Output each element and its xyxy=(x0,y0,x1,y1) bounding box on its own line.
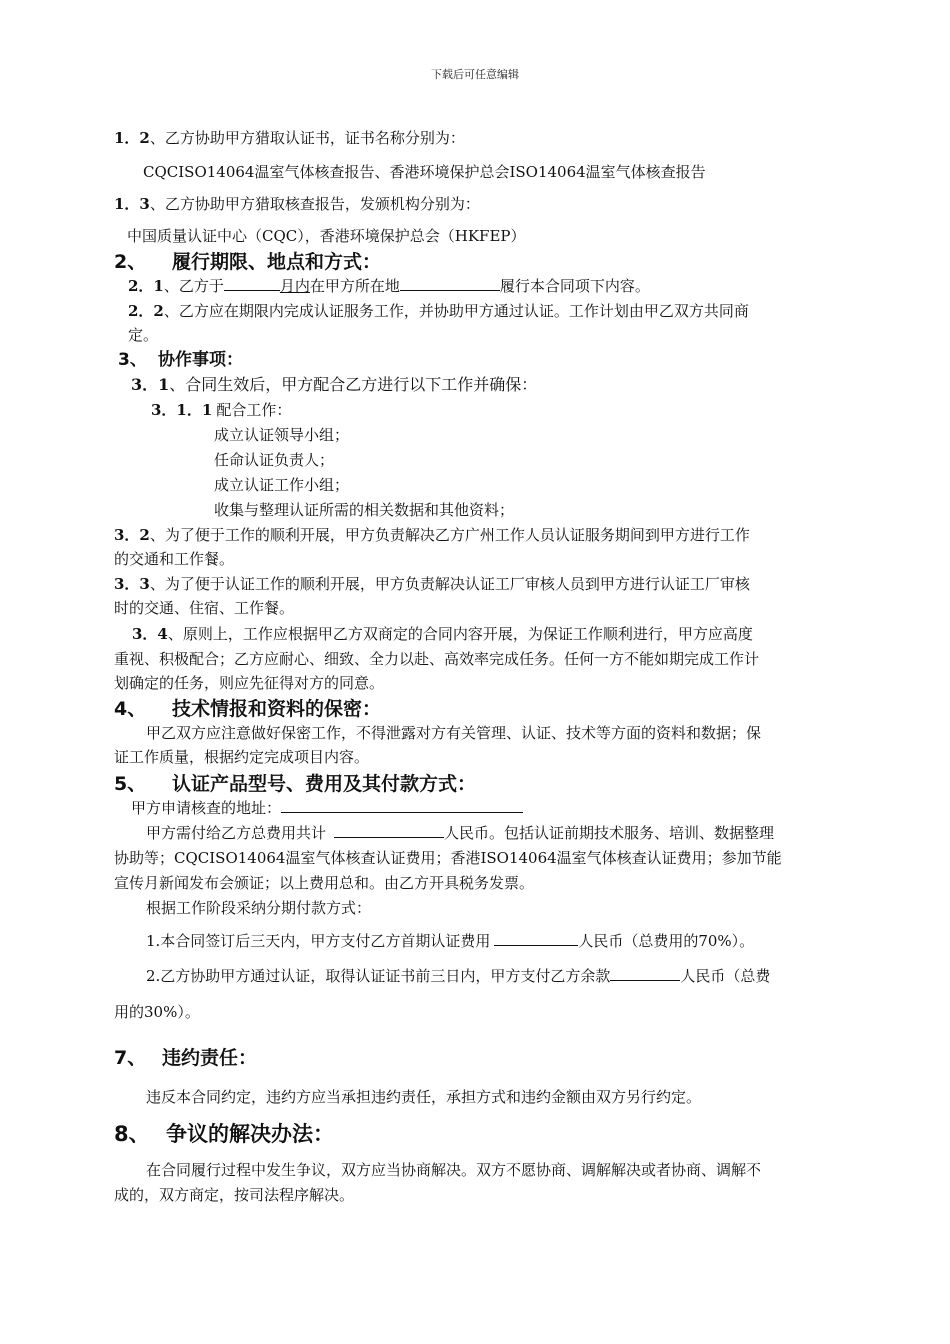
task-item: 成立认证工作小组； xyxy=(214,476,350,494)
section-number: 7、 xyxy=(114,1047,147,1069)
clause-number: 3．2 xyxy=(114,526,150,544)
payment-text: 人民币（总费 xyxy=(680,967,771,985)
clause-2-2 xyxy=(128,301,749,321)
section-title: 履行期限、地点和方式： xyxy=(172,251,382,273)
section-number: 4、 xyxy=(114,698,147,720)
issuing-bodies: 中国质量认证中心（CQC），香港环境保护总会（HKFEP） xyxy=(127,227,526,245)
payment-text: 人民币（总费用的70%）。 xyxy=(578,932,755,950)
section-5-heading xyxy=(114,772,476,796)
fee-text-cont: 协助等；CQCISO14064温室气体核查认证费用；香港ISO14064温室气体核查认证费用；参加节能 xyxy=(114,849,782,867)
breach-text: 违反本合同约定，违约方应当承担违约责任，承担方式和违约金额由双方另行约定。 xyxy=(146,1088,702,1106)
confidentiality-text: 证工作质量，根据约定完成项目内容。 xyxy=(114,748,370,766)
section-title: 协作事项： xyxy=(158,350,243,370)
payment-blank xyxy=(610,966,680,981)
dispute-text: 在合同履行过程中发生争议，双方应当协商解决。双方不愿协商、调解解决或者协商、调解不 xyxy=(146,1161,762,1179)
payment-text: 1.本合同签订后三天内，甲方支付乙方首期认证费用 xyxy=(146,932,491,950)
clause-number: 3．4 xyxy=(132,625,168,643)
clause-number: 1．2 xyxy=(114,129,150,147)
clause-number: 3．1．1 xyxy=(151,401,213,419)
section-2-heading xyxy=(114,250,381,274)
clause-number: 3．1 xyxy=(131,375,170,394)
address-blank xyxy=(281,798,523,813)
clause-3-3 xyxy=(114,574,750,594)
section-number: 3、 xyxy=(118,350,147,370)
task-item: 成立认证领导小组； xyxy=(214,426,350,444)
fee-text: 甲方需付给乙方总费用共计 xyxy=(146,824,327,842)
clause-number: 3．3 xyxy=(114,575,150,593)
payment-item-2-cont: 用的30%）。 xyxy=(114,1003,200,1021)
payment-blank xyxy=(494,931,578,946)
fee-text: 人民币。包括认证前期技术服务、培训、数据整理 xyxy=(444,824,775,842)
clause-3-4-cont: 重视、积极配合；乙方应耐心、细致、全力以赴、高效率完成任务。任何一方不能如期完成工作计 xyxy=(114,650,760,668)
section-number: 8、 xyxy=(114,1122,150,1146)
task-item: 任命认证负责人； xyxy=(214,451,335,469)
payment-item-1 xyxy=(146,931,754,951)
section-4-heading xyxy=(114,697,381,721)
clause-3-1 xyxy=(131,375,537,395)
clause-text: 、乙方于 xyxy=(163,277,224,295)
clause-1-2 xyxy=(114,128,465,148)
clause-text: 、为了便于认证工作的顺利开展，甲方负责解决认证工厂审核人员到甲方进行认证工厂审核 xyxy=(149,575,750,593)
clause-number: 1．3 xyxy=(114,195,150,213)
section-8-heading xyxy=(114,1120,334,1148)
clause-text: 履行本合同项下内容。 xyxy=(499,277,650,295)
fee-text-cont: 宣传月新闻发布会颁证；以上费用总和。由乙方开具税务发票。 xyxy=(114,874,535,892)
section-title: 争议的解决办法： xyxy=(166,1122,334,1146)
clause-3-2 xyxy=(114,525,750,545)
total-fee xyxy=(146,823,774,843)
clause-2-2-cont: 定。 xyxy=(128,326,159,344)
clause-text: 在甲方所在地 xyxy=(309,277,400,295)
certificate-names: CQCISO14064温室气体核查报告、香港环境保护总会ISO14064温室气体核查报告 xyxy=(143,163,706,181)
clause-3-4-cont: 划确定的任务，则应先征得对方的同意。 xyxy=(114,674,385,692)
payment-item-2 xyxy=(146,966,770,986)
clause-text: 、乙方应在期限内完成认证服务工作，并协助甲方通过认证。工作计划由甲乙双方共同商 xyxy=(163,302,749,320)
page-header: 下载后可任意编辑 xyxy=(431,68,519,81)
section-title: 违约责任： xyxy=(162,1047,258,1069)
fee-blank xyxy=(334,823,444,838)
months-underlined: 月内 xyxy=(279,277,310,295)
section-title: 认证产品型号、费用及其付款方式： xyxy=(172,773,477,795)
clause-3-3-cont: 时的交通、住宿、工作餐。 xyxy=(114,599,295,617)
section-7-heading xyxy=(114,1046,257,1070)
blank-field xyxy=(224,276,280,291)
clause-text: 、原则上，工作应根据甲乙方双商定的合同内容开展，为保证工作顺利进行，甲方应高度 xyxy=(167,625,753,643)
clause-text: 、乙方协助甲方猎取核查报告，发颁机构分别为： xyxy=(149,195,480,213)
section-3-heading xyxy=(118,349,243,371)
clause-text: 、为了便于工作的顺利开展，甲方负责解决乙方广州工作人员认证服务期间到甲方进行工作 xyxy=(149,526,750,544)
section-number: 2、 xyxy=(114,251,147,273)
dispute-text: 成的，双方商定，按司法程序解决。 xyxy=(114,1186,355,1204)
application-address xyxy=(131,798,523,818)
task-item: 收集与整理认证所需的相关数据和其他资料； xyxy=(214,501,515,519)
section-title: 技术情报和资料的保密： xyxy=(172,698,382,720)
clause-number: 2．2 xyxy=(128,302,164,320)
clause-3-4 xyxy=(132,624,753,644)
clause-1-3 xyxy=(114,194,480,214)
clause-text: 配合工作： xyxy=(216,401,292,419)
address-label: 甲方申请核查的地址： xyxy=(131,799,282,817)
payment-intro: 根据工作阶段采纳分期付款方式： xyxy=(146,899,372,917)
payment-text: 2.乙方协助甲方通过认证，取得认证证书前三日内，甲方支付乙方余款 xyxy=(146,967,611,985)
section-number: 5、 xyxy=(114,773,147,795)
clause-text: 、合同生效后，甲方配合乙方进行以下工作并确保： xyxy=(169,375,538,394)
clause-text: 、乙方协助甲方猎取认证书，证书名称分别为： xyxy=(149,129,465,147)
clause-2-1 xyxy=(128,276,650,296)
confidentiality-text: 甲乙双方应注意做好保密工作，不得泄露对方有关管理、认证、技术等方面的资料和数据；保 xyxy=(146,724,762,742)
clause-3-2-cont: 的交通和工作餐。 xyxy=(114,550,235,568)
blank-field xyxy=(400,276,500,291)
clause-number: 2．1 xyxy=(128,277,164,295)
clause-3-1-1 xyxy=(151,400,291,420)
